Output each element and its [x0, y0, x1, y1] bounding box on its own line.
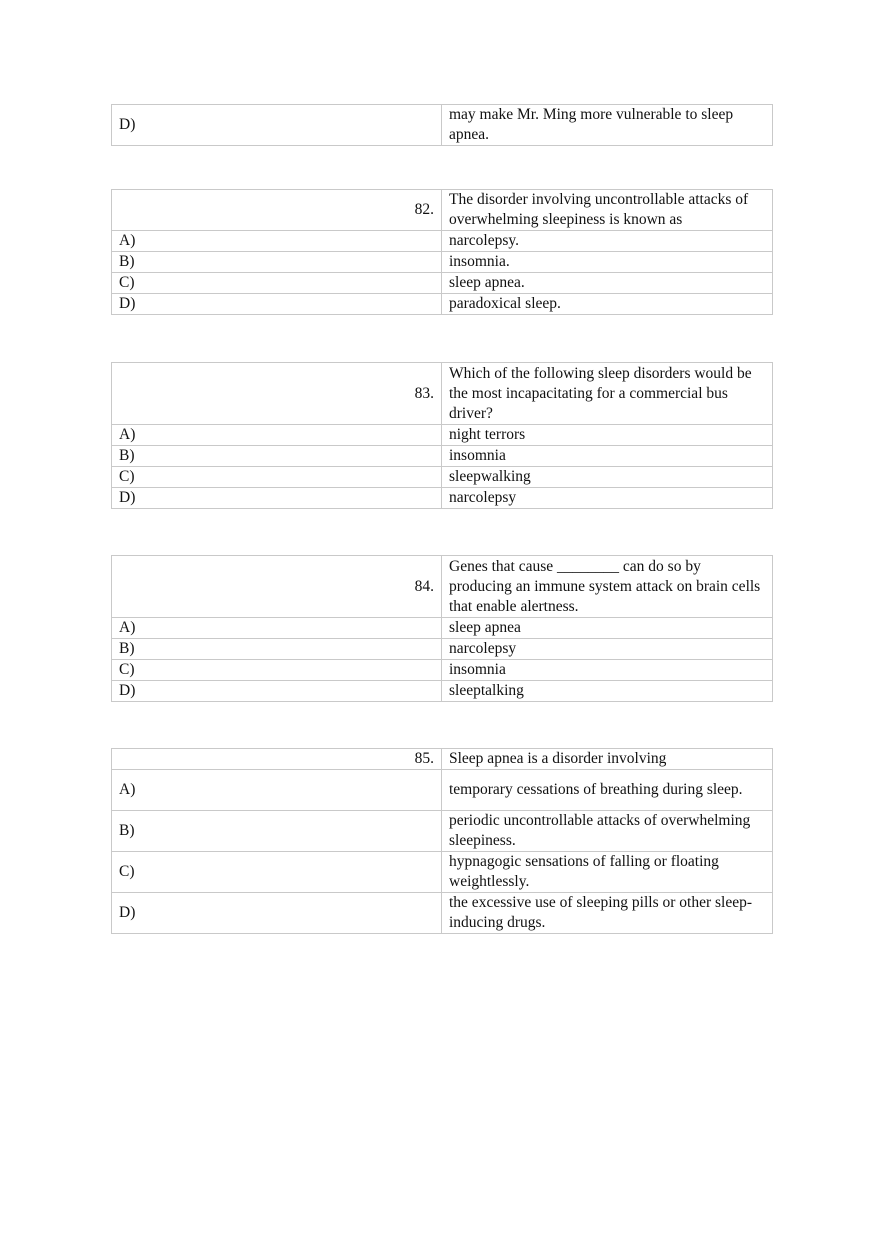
option-row	[112, 231, 773, 252]
question-stem-row	[112, 556, 773, 618]
option-text: temporary cessations of breathing during sleep.	[442, 770, 773, 811]
option-row	[112, 893, 773, 934]
option-row	[112, 252, 773, 273]
option-row	[112, 639, 773, 660]
option-row	[112, 425, 773, 446]
question-number: 84.	[112, 556, 442, 618]
question-stem-row	[112, 749, 773, 770]
option-label: D)	[112, 294, 442, 315]
option-row	[112, 660, 773, 681]
option-text: hypnagogic sensations of falling or floating weightlessly.	[442, 852, 773, 893]
option-text: the excessive use of sleeping pills or other sleep-inducing drugs.	[442, 893, 773, 934]
option-label: B)	[112, 811, 442, 852]
question-stem: Genes that cause ________ can do so by producing an immune system attack on brain cells that enable alertness.	[442, 556, 773, 618]
option-label: D)	[112, 105, 442, 146]
option-label: C)	[112, 852, 442, 893]
option-text: insomnia.	[442, 252, 773, 273]
question-stem: Which of the following sleep disorders would be the most incapacitating for a commercial bus driver?	[442, 363, 773, 425]
question-stem: Sleep apnea is a disorder involving	[442, 749, 773, 770]
option-row	[112, 467, 773, 488]
option-label: A)	[112, 770, 442, 811]
option-label: B)	[112, 252, 442, 273]
option-row	[112, 273, 773, 294]
question-number: 82.	[112, 190, 442, 231]
option-label: C)	[112, 467, 442, 488]
question-84	[111, 555, 773, 702]
option-label: B)	[112, 639, 442, 660]
option-text: may make Mr. Ming more vulnerable to sleep apnea.	[442, 105, 773, 146]
option-label: C)	[112, 273, 442, 294]
option-text: periodic uncontrollable attacks of overwhelming sleepiness.	[442, 811, 773, 852]
question-stem-row	[112, 363, 773, 425]
option-label: B)	[112, 446, 442, 467]
option-row	[112, 770, 773, 811]
option-row	[112, 681, 773, 702]
option-text: sleepwalking	[442, 467, 773, 488]
option-label: C)	[112, 660, 442, 681]
question-stem-row	[112, 190, 773, 231]
option-label: D)	[112, 681, 442, 702]
option-row	[112, 852, 773, 893]
option-text: sleeptalking	[442, 681, 773, 702]
option-row	[112, 618, 773, 639]
option-row	[112, 446, 773, 467]
option-label: A)	[112, 425, 442, 446]
option-text: narcolepsy	[442, 488, 773, 509]
question-number: 83.	[112, 363, 442, 425]
option-label: D)	[112, 488, 442, 509]
question-number: 85.	[112, 749, 442, 770]
option-text: narcolepsy.	[442, 231, 773, 252]
option-label: D)	[112, 893, 442, 934]
option-text: paradoxical sleep.	[442, 294, 773, 315]
question-83	[111, 362, 773, 509]
option-row	[112, 294, 773, 315]
option-row	[112, 105, 773, 146]
question-85	[111, 748, 773, 934]
question-82	[111, 189, 773, 315]
option-text: night terrors	[442, 425, 773, 446]
option-row	[112, 488, 773, 509]
option-text: insomnia	[442, 446, 773, 467]
option-label: A)	[112, 618, 442, 639]
option-text: narcolepsy	[442, 639, 773, 660]
question-stem: The disorder involving uncontrollable attacks of overwhelming sleepiness is known as	[442, 190, 773, 231]
option-row	[112, 811, 773, 852]
question-81-continuation	[111, 104, 773, 146]
option-label: A)	[112, 231, 442, 252]
option-text: sleep apnea.	[442, 273, 773, 294]
option-text: sleep apnea	[442, 618, 773, 639]
option-text: insomnia	[442, 660, 773, 681]
